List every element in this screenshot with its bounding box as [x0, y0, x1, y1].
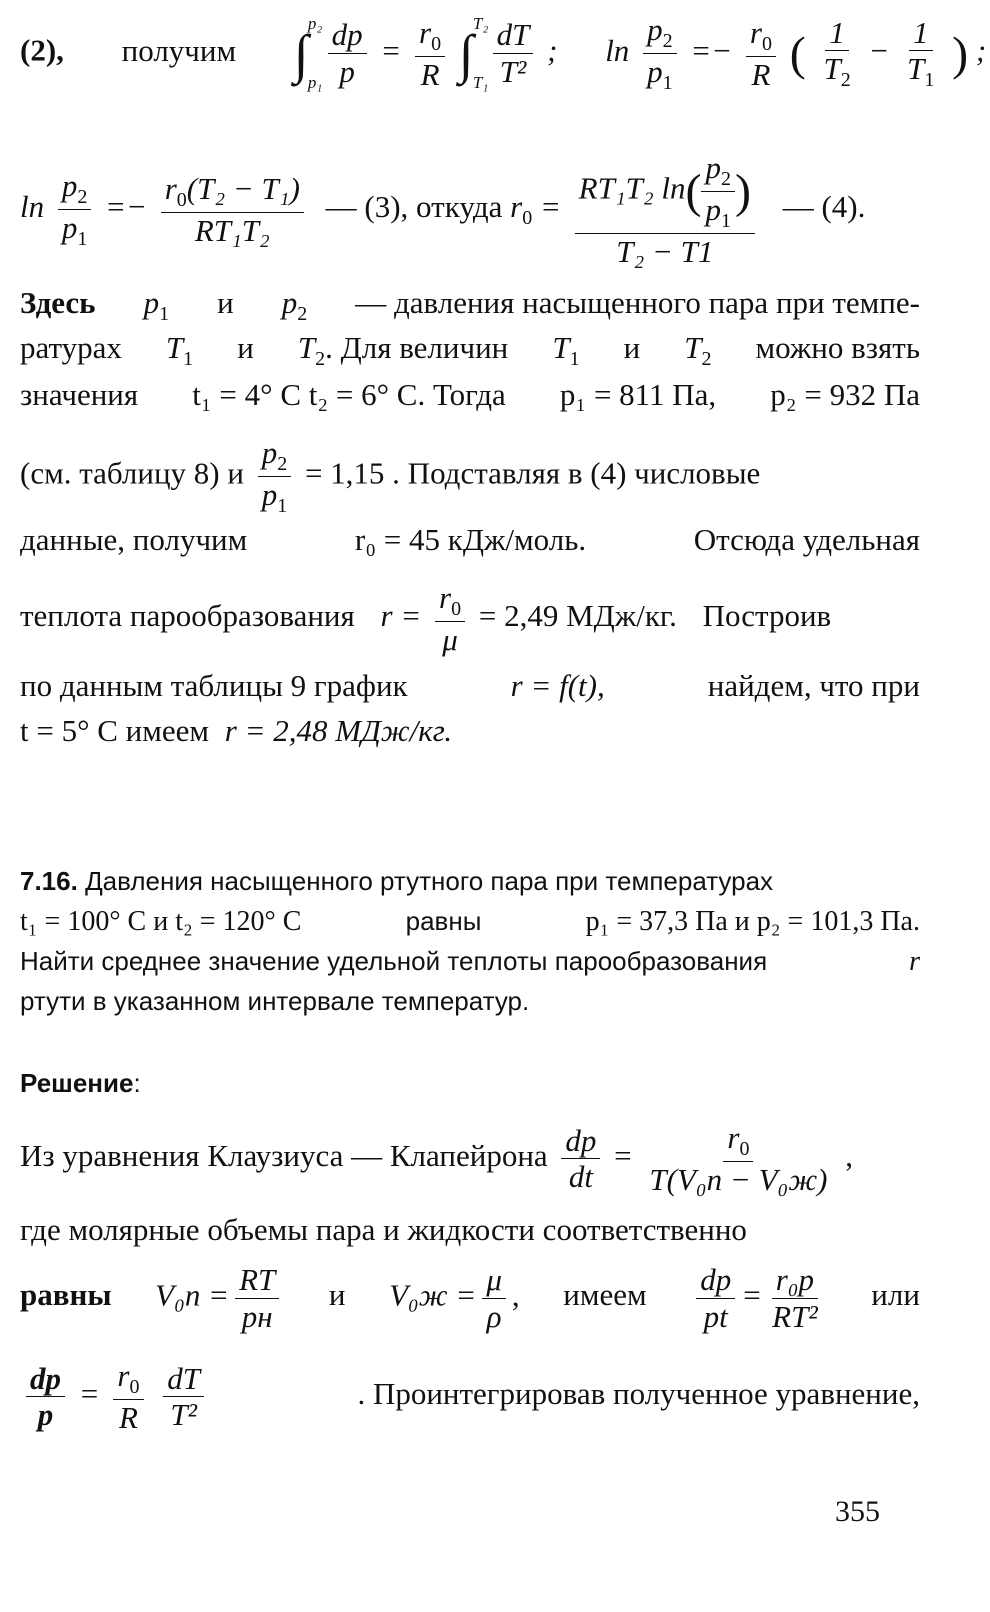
text-otkuda: — (3), откуда — [325, 188, 503, 224]
line-znacheniya: значения t₁ = 4° C t₂ = 6° C. Тогда p₁ = 811 Па, p₂ = 932 Па — [20, 377, 920, 412]
line-integrated: $\frac{dp}{p}$ = $\frac{r_0}{R}$ $\frac{dT}{\text{T²}}$ . Проинтегрировав полученное уравнение, — [20, 1358, 920, 1436]
ln-equation: ln $\frac{p_2}{p_1}$ =− $\frac{r_0}{R}$ ( $\frac{1}{T_2}$ − $\frac{1}{T_1}$ ) ; — [605, 12, 987, 94]
problem-7-16-line3: Найти среднее значение удельной теплоты парообразования r — [20, 946, 920, 977]
line-raturah: ратурах $T_1$ и $T_2$. Для величин $T_1$ и $T_2$ можно взять — [20, 330, 920, 370]
equation-4: $r_0$ = RT₁T₂ ln( $\frac{p_2}{p_1}$ ) T₂ − T1 — [510, 189, 769, 224]
line-ravny: равны V₀п = $\frac{RT}{pн}$ и V₀ж = $\frac{\mu}{\rho}$ , имеем $\frac{dp}{pt}$ = $\frac{\text{r₀p}}{\text{RT²}}$ или — [20, 1262, 920, 1334]
line-po-dannym: по данным таблицы 9 график r = f(t), найдем, что при — [20, 668, 920, 703]
page-number: 355 — [835, 1495, 880, 1528]
problem-7-16-line1: 7.16. Давления насыщенного ртутного пара при температурах — [20, 866, 774, 896]
equation-3: ln $\frac{p_2}{p_1}$ =− $\frac{r_0(T_2 - T_1)}{\text{RT₁T₂}}$ — [20, 189, 318, 224]
problem-7-16-line4: ртути в указанном интервале температур. — [20, 986, 530, 1016]
text-poluchim: получим — [121, 32, 237, 68]
eq-ref-2: (2), — [20, 32, 64, 68]
line-clausius: Из уравнения Клаузиуса — Клапейрона $\frac{dp}{dt}$ = $\frac{r_0}{\text{T(V₀п − V₀ж)}}$ , — [20, 1120, 853, 1197]
line-sm-tablicu: (см. таблицу 8) и $\frac{p_2}{p_1}$ = 1,15 . Подставляя в (4) числовые — [20, 435, 761, 517]
line-teplota: теплота парообразования r = $\frac{r_0}{\mu}$ = 2,49 МДж/кг. Построив — [20, 580, 832, 657]
eq-ref-4: — (4). — [782, 188, 866, 224]
integral-sign-t: ∫ T₂ T₁ — [458, 13, 489, 92]
line-equation-3-4 — [20, 150, 920, 270]
line-t-5: t = 5° C имеем r = 2,48 МДж/кг. — [20, 713, 453, 748]
integral-sign: ∫ p₂ p₁ — [293, 13, 323, 92]
problem-7-16-line2: t₁ = 100° C и t₂ = 120° C равны p₁ = 37,3 Па и p₂ = 101,3 Па. — [20, 906, 920, 937]
integral-equation: ∫ p₂ p₁ $\frac{dp}{p}$ = $\frac{r_0}{R}$ ∫ T₂ T₁ $\frac{dT}{\text{T²}}$ ; — [293, 13, 558, 92]
line-gde: где молярные объемы пара и жидкости соответственно — [20, 1212, 747, 1247]
line-dannye: данные, получим r₀ = 45 кДж/моль. Отсюда удельная — [20, 522, 920, 557]
solution-heading: Решение: — [20, 1068, 141, 1098]
line-integral-equation — [20, 12, 987, 95]
line-zdes: Здесь $p_1$ и $p_2$ — давления насыщенного пара при темпе- — [20, 285, 920, 325]
